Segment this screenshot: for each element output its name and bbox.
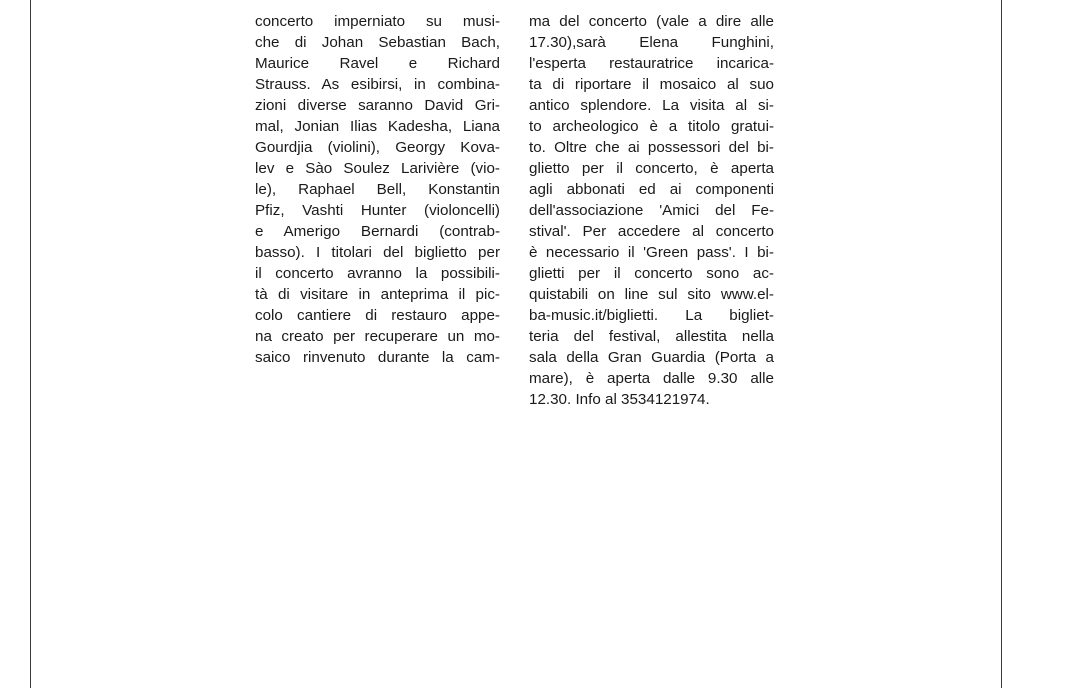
text-line: ta di riportare il mosaico al suo xyxy=(529,76,774,93)
text-line: zioni diverse saranno David Gri- xyxy=(255,97,500,114)
text-line: 17.30),sarà Elena Funghini, xyxy=(529,34,774,51)
text-line: le), Raphael Bell, Konstantin xyxy=(255,181,500,198)
text-line: lev e Sào Soulez Larivière (vio- xyxy=(255,160,500,177)
page-frame xyxy=(30,0,1002,688)
text-line: colo cantiere di restauro appe- xyxy=(255,307,500,324)
text-line: tà di visitare in anteprima il pic- xyxy=(255,286,500,303)
text-line: Gourdjia (violini), Georgy Kova- xyxy=(255,139,500,156)
text-line xyxy=(529,0,774,11)
text-line: Pfiz, Vashti Hunter (violoncelli) xyxy=(255,202,500,219)
text-line: to archeologico è a titolo gratui- xyxy=(529,118,774,135)
text-line: 12.30. Info al 3534121974. xyxy=(529,391,710,408)
text-line: antico splendore. La visita al si- xyxy=(529,97,774,114)
text-line: Maurice Ravel e Richard xyxy=(255,55,500,72)
text-line: e Amerigo Bernardi (contrab- xyxy=(255,223,500,240)
text-line: agli abbonati ed ai componenti xyxy=(529,181,774,198)
article-column-left xyxy=(255,0,500,368)
text-line: glietti per il concerto sono ac- xyxy=(529,265,774,282)
text-line xyxy=(255,0,500,11)
text-line: concerto imperniato su musi- xyxy=(255,13,500,30)
text-line: è necessario il 'Green pass'. I bi- xyxy=(529,244,774,261)
text-line: che di Johan Sebastian Bach, xyxy=(255,34,500,51)
text-line: to. Oltre che ai possessori del bi- xyxy=(529,139,774,156)
text-line: basso). I titolari del biglietto per xyxy=(255,244,500,261)
text-line: na creato per recuperare un mo- xyxy=(255,328,500,345)
text-line: l'esperta restauratrice incarica- xyxy=(529,55,774,72)
text-line: sala della Gran Guardia (Porta a xyxy=(529,349,774,366)
text-line: il concerto avranno la possibili- xyxy=(255,265,500,282)
text-line: ma del concerto (vale a dire alle xyxy=(529,13,774,30)
text-line: dell'associazione 'Amici del Fe- xyxy=(529,202,774,219)
text-line: quistabili on line sul sito www.el- xyxy=(529,286,774,303)
article-column-right xyxy=(529,0,774,410)
text-line: teria del festival, allestita nella xyxy=(529,328,774,345)
text-line: ba-music.it/biglietti. La bigliet- xyxy=(529,307,774,324)
text-line: glietto per il concerto, è aperta xyxy=(529,160,774,177)
text-line: mare), è aperta dalle 9.30 alle xyxy=(529,370,774,387)
text-line: saico rinvenuto durante la cam- xyxy=(255,349,500,366)
text-line: mal, Jonian Ilias Kadesha, Liana xyxy=(255,118,500,135)
text-line: stival'. Per accedere al concerto xyxy=(529,223,774,240)
text-line: Strauss. As esibirsi, in combina- xyxy=(255,76,500,93)
